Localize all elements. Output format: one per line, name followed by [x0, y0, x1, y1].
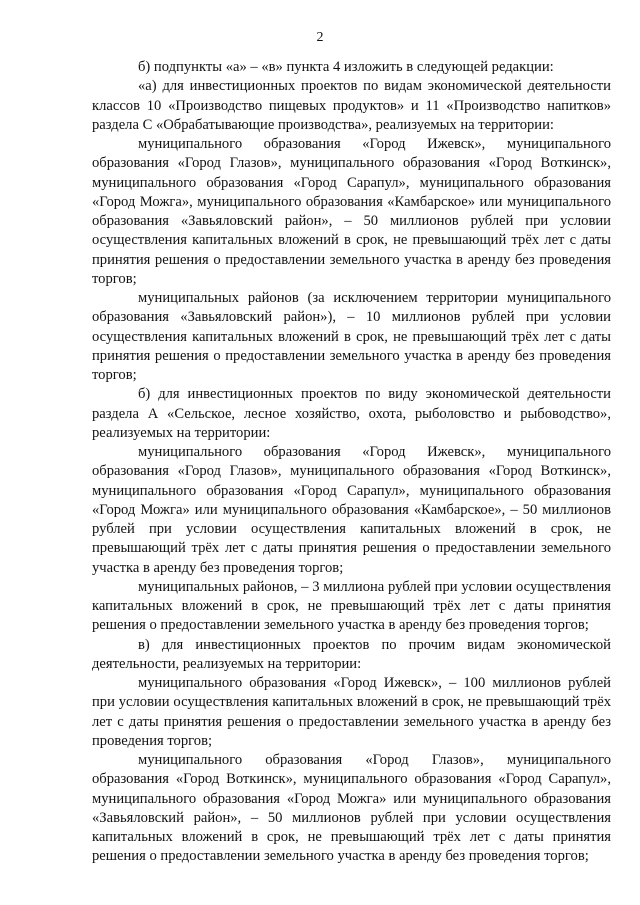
paragraph-subitem-v: в) для инвестиционных проектов по прочим видам экономической деятельности, реализуемых на территории:: [92, 636, 611, 672]
paragraph-a-cities: муниципального образования «Город Ижевск», муниципального образования «Город Глазов», муниципального образования «Город Воткинск», муниципального образования «Город Сарапул», муниципального образования «Город Можга», муниципального образования «Камбарское» или муниципального образования «Завьяловский район», – 50 миллионов рублей при условии осуществления капитальных вложений в срок, не превышающий трёх лет с даты принятия решения о предоставлении земельного участка в аренду без проведения торгов;: [92, 136, 611, 287]
paragraph-v-izhevsk: муниципального образования «Город Ижевск», – 100 миллионов рублей при условии осуществления капитальных вложений в срок, не превышающий трёх лет с даты принятия решения о предоставлении земельного участка в аренду без проведения торгов;: [92, 675, 611, 749]
paragraph-a-districts: муниципальных районов (за исключением территории муниципального образования «Завьяловский район»), – 10 миллионов рублей при условии осуществления капитальных вложений в срок, не превышающий трёх лет с даты принятия решения о предоставлении земельного участка в аренду без проведения торгов;: [92, 290, 611, 383]
paragraph-v-other-cities: муниципального образования «Город Глазов», муниципального образования «Город Воткинск», муниципального образования «Город Сарапул», муниципального образования «Город Можга» или муниципального образования «Завьяловский район», – 50 миллионов рублей при условии осуществления капитальных вложений в срок, не превышающий трёх лет с даты принятия решения о предоставлении земельного участка в аренду без проведения торгов;: [92, 752, 611, 865]
paragraph-subitem-a: «а) для инвестиционных проектов по видам экономической деятельности классов 10 «Производство пищевых продуктов» и 11 «Производство напитков» раздела С «Обрабатывающие производства», реализуемых на территории:: [92, 78, 611, 133]
document-body: [92, 58, 611, 867]
paragraph-subitem-b: б) для инвестиционных проектов по виду экономической деятельности раздела А «Сельское, лесное хозяйство, охота, рыболовство и рыбоводство», реализуемых на территории:: [92, 386, 611, 441]
paragraph-amendment-intro: б) подпункты «а» – «в» пункта 4 изложить в следующей редакции:: [138, 59, 554, 75]
page-number: 2: [316, 30, 324, 45]
paragraph-b-cities: муниципального образования «Город Ижевск», муниципального образования «Город Глазов», муниципального образования «Город Воткинск», муниципального образования «Город Сарапул», муниципального образования «Город Можга» или муниципального образования «Камбарское», – 50 миллионов рублей при условии осуществления капитальных вложений в срок, не превышающий трёх лет с даты принятия решения о предоставлении земельного участка в аренду без проведения торгов;: [92, 444, 611, 576]
paragraph-b-districts: муниципальных районов, – 3 миллиона рублей при условии осуществления капитальных вложений в срок, не превышающий трёх лет с даты принятия решения о предоставлении земельного участка в аренду без проведения торгов;: [92, 578, 611, 634]
